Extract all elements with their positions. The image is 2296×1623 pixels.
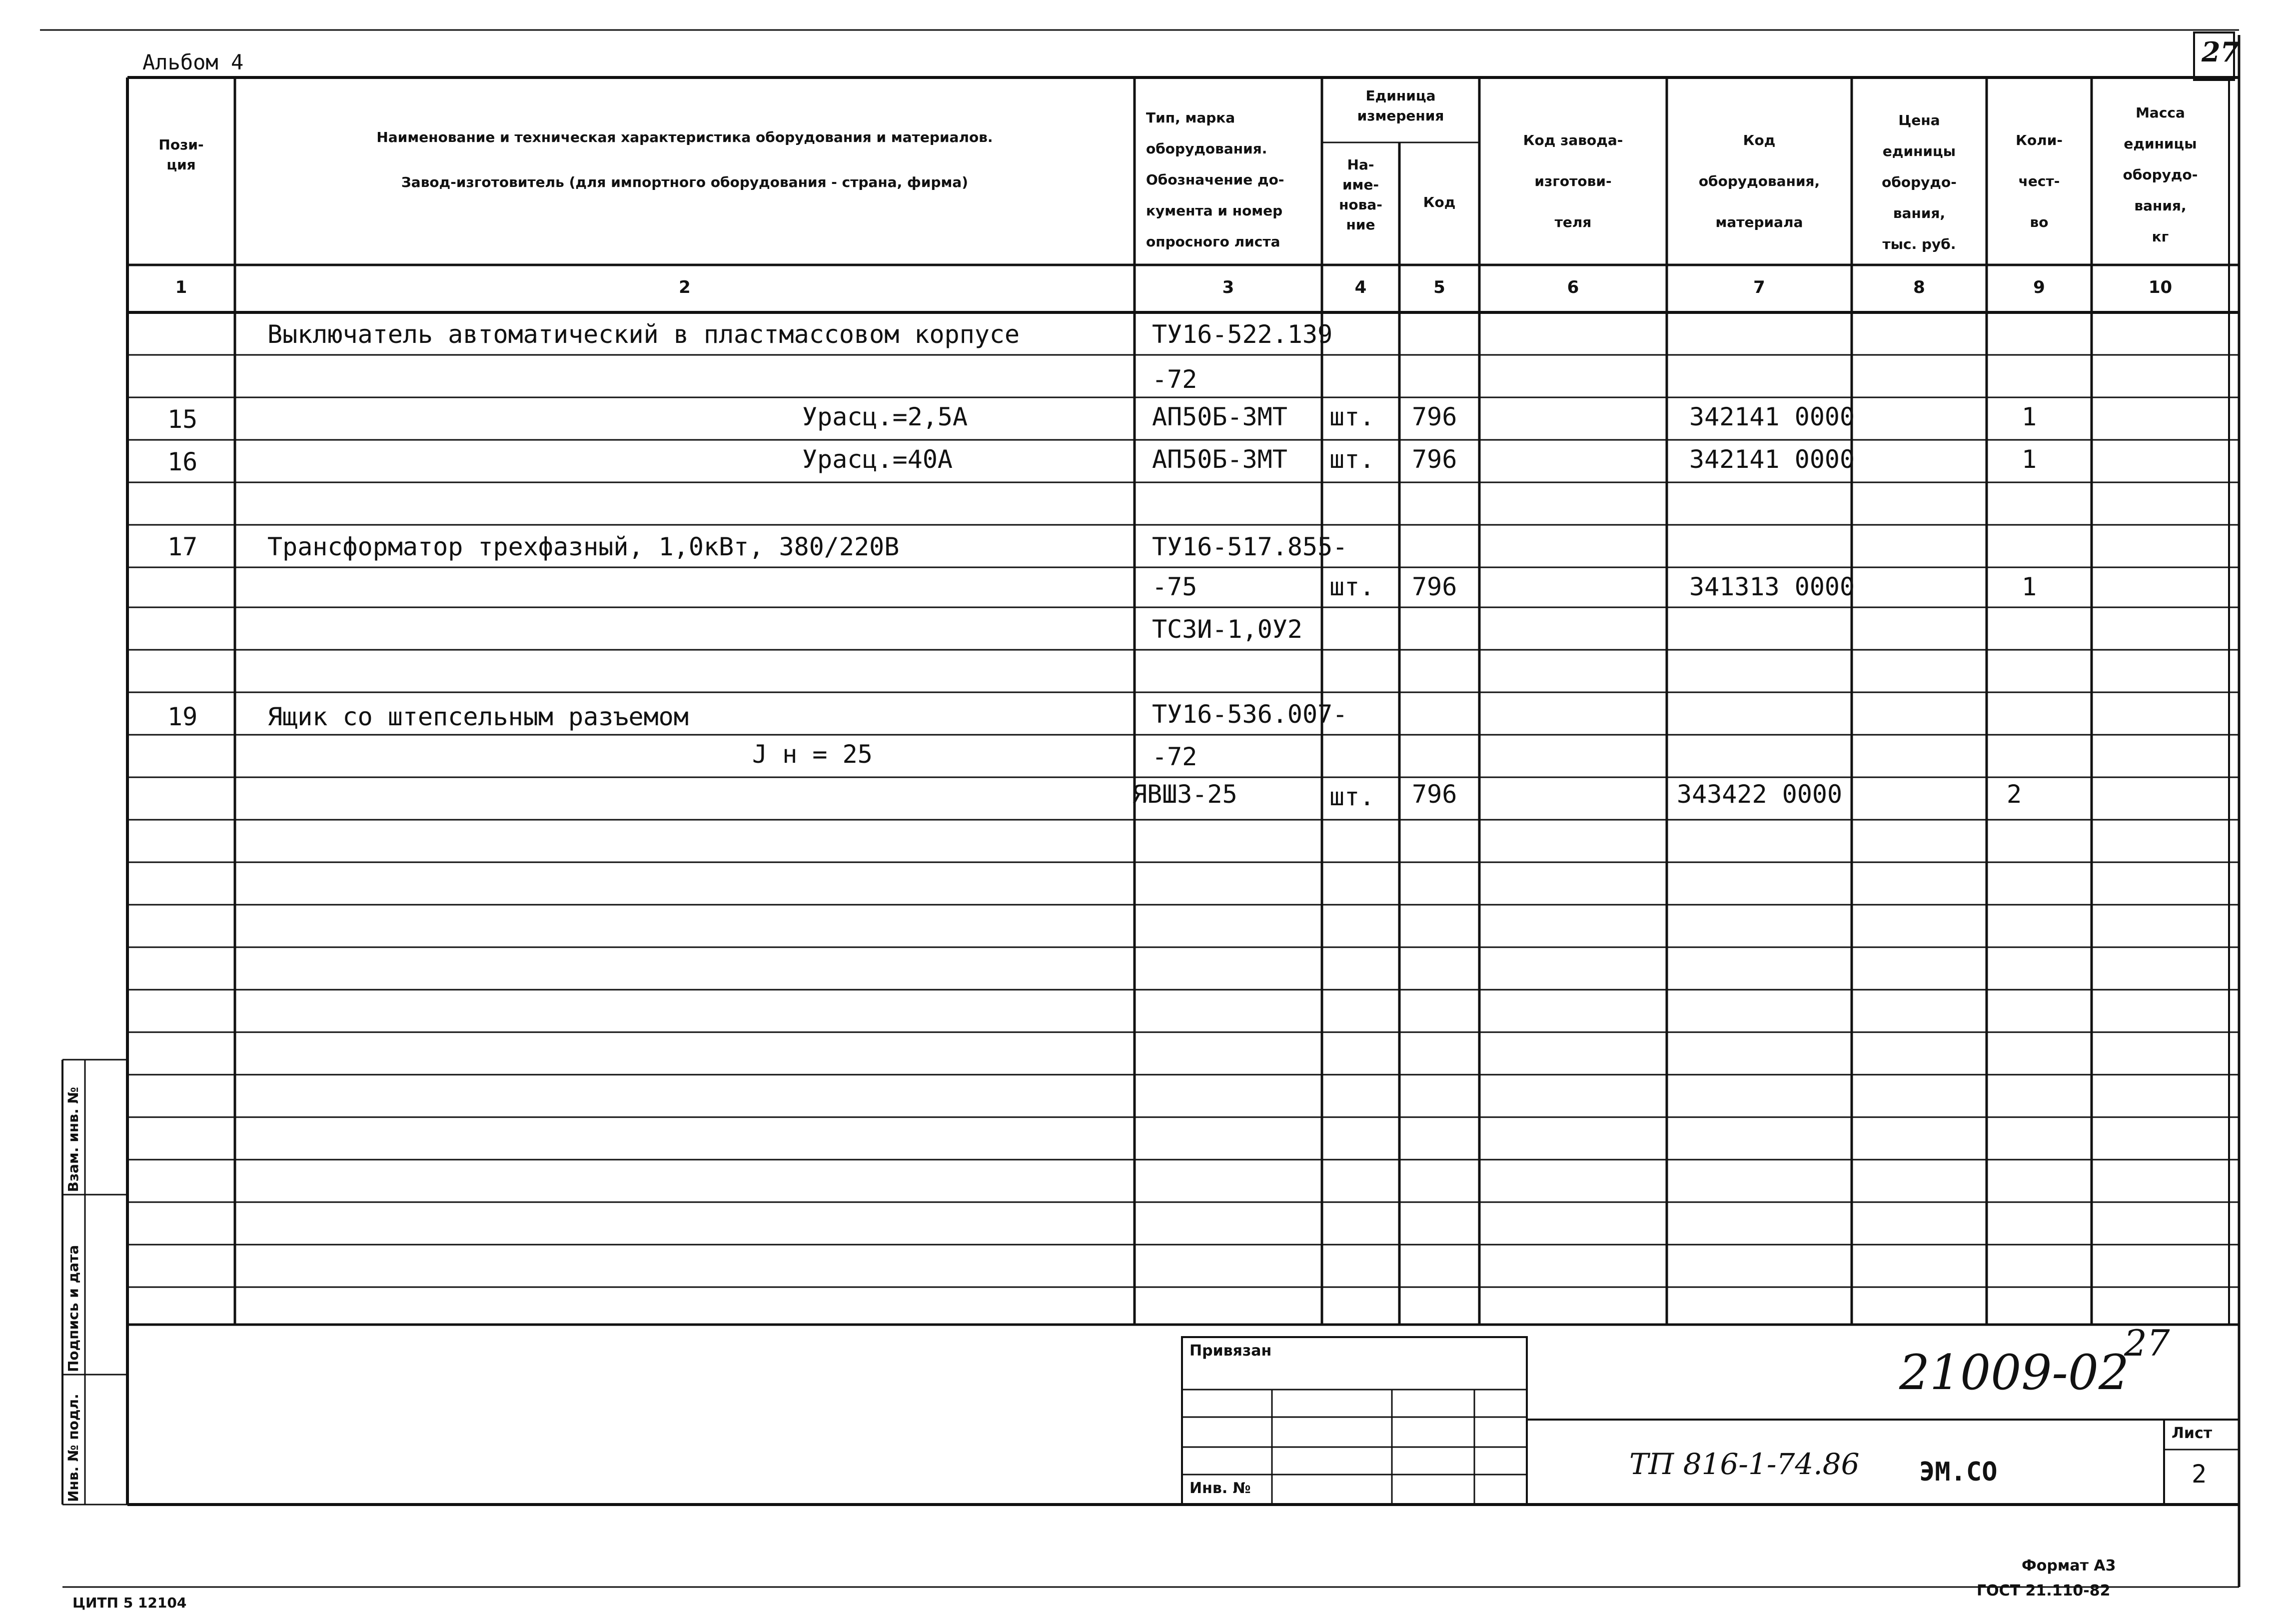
row-equipment-code: 341313 0000 xyxy=(1689,572,1855,601)
row-type: ТУ16-517.855- xyxy=(1152,532,1348,561)
colnum-9: 9 xyxy=(2033,277,2045,297)
row-unit-code: 796 xyxy=(1412,402,1457,431)
row-name: Урасц.=40А xyxy=(802,445,953,474)
inv-number-label: Инв. № xyxy=(1189,1480,1251,1497)
row-name: Трансформатор трехфазный, 1,0кВт, 380/220В xyxy=(267,532,900,561)
header-type: Тип, марка оборудования. Обозначение до- кумента и номер опросного листа xyxy=(1146,109,1284,250)
row-equipment-code: 342141 0000 xyxy=(1689,445,1855,474)
header-name-line2: Завод-изготовитель (для импортного оборудования - страна, фирма) xyxy=(401,174,969,190)
row-type: ЯВШЗ-25 xyxy=(1132,780,1237,809)
row-position: 17 xyxy=(167,532,198,561)
format-label: Формат А3 xyxy=(2022,1557,2116,1575)
header-name-line1: Наименование и техническая характеристика оборудования и материалов. xyxy=(376,129,993,145)
row-unit: шт. xyxy=(1329,782,1375,811)
row-type: АП50Б-3МТ xyxy=(1152,445,1287,474)
row-quantity: 2 xyxy=(2007,780,2022,809)
row-unit: шт. xyxy=(1329,445,1375,474)
document-mark: ЭМ.СО xyxy=(1919,1457,1998,1487)
header-equipment-code: Код оборудования, материала xyxy=(1698,132,1820,230)
row-type: ТУ16-536.007- xyxy=(1152,700,1348,729)
print-code: ЦИТП 5 12104 xyxy=(72,1595,187,1611)
sheet-number: 2 xyxy=(2192,1460,2207,1489)
gost-label: ГОСТ 21.110-82 xyxy=(1977,1582,2111,1600)
row-type: -75 xyxy=(1152,572,1197,601)
colnum-3: 3 xyxy=(1222,277,1234,297)
row-position: 16 xyxy=(167,447,198,476)
sheet-label: Лист xyxy=(2172,1425,2213,1442)
row-position: 19 xyxy=(167,702,198,731)
colnum-6: 6 xyxy=(1567,277,1579,297)
project-code: ТП 816-1-74.86 xyxy=(1629,1447,1860,1481)
row-equipment-code: 343422 0000 xyxy=(1677,780,1843,809)
row-unit-code: 796 xyxy=(1412,572,1457,601)
row-position: 15 xyxy=(167,405,198,434)
document-number: 21009-02 xyxy=(1899,1345,2129,1401)
header-unit-code: Код xyxy=(1423,194,1456,210)
colnum-10: 10 xyxy=(2148,277,2173,297)
header-factory-code: Код завода- изготови- теля xyxy=(1523,132,1623,230)
stamp-original-inv: Инв. № подл. xyxy=(65,1394,81,1502)
row-quantity: 1 xyxy=(2022,572,2037,601)
row-type: ТСЗИ-1,0У2 xyxy=(1152,615,1303,644)
colnum-7: 7 xyxy=(1753,277,1765,297)
row-quantity: 1 xyxy=(2022,445,2037,474)
row-unit-code: 796 xyxy=(1412,780,1457,809)
corner-sheet-number: 27 xyxy=(2202,36,2240,68)
row-type: АП50Б-3МТ xyxy=(1152,402,1287,431)
document-page: 27 xyxy=(2124,1322,2170,1364)
privyazan-label: Привязан xyxy=(1189,1342,1272,1360)
colnum-5: 5 xyxy=(1433,277,1445,297)
header-quantity: Коли- чест- во xyxy=(2016,132,2063,230)
row-equipment-code: 342141 0000 xyxy=(1689,402,1855,431)
stamp-replacement-inv: Взам. инв. № xyxy=(65,1087,81,1192)
header-unit-mass: Масса единицы оборудо- вания, кг xyxy=(2123,104,2198,245)
colnum-8: 8 xyxy=(1913,277,1925,297)
row-type: -72 xyxy=(1152,365,1197,394)
header-position: Пози- ция xyxy=(158,136,204,173)
header-unit-name: На- име- нова- ние xyxy=(1339,156,1382,233)
row-name: Урасц.=2,5А xyxy=(802,402,968,431)
colnum-1: 1 xyxy=(175,277,187,297)
header-unit-group: Единица измерения xyxy=(1357,87,1444,124)
album-label: Альбом 4 xyxy=(142,50,244,74)
row-unit: шт. xyxy=(1329,572,1375,601)
row-unit-code: 796 xyxy=(1412,445,1457,474)
colnum-2: 2 xyxy=(679,277,691,297)
row-type: ТУ16-522.139 xyxy=(1152,320,1333,349)
stamp-signature-date: Подпись и дата xyxy=(65,1245,81,1372)
row-name: J н = 25 xyxy=(752,740,873,769)
header-unit-price: Цена единицы оборудо- вания, тыс. руб. xyxy=(1882,112,1957,252)
row-type: -72 xyxy=(1152,742,1197,771)
row-quantity: 1 xyxy=(2022,402,2037,431)
row-unit: шт. xyxy=(1329,402,1375,431)
row-name: Ящик со штепсельным разъемом xyxy=(267,702,689,731)
colnum-4: 4 xyxy=(1354,277,1367,297)
row-name: Выключатель автоматический в пластмассовом корпусе xyxy=(267,320,1020,349)
